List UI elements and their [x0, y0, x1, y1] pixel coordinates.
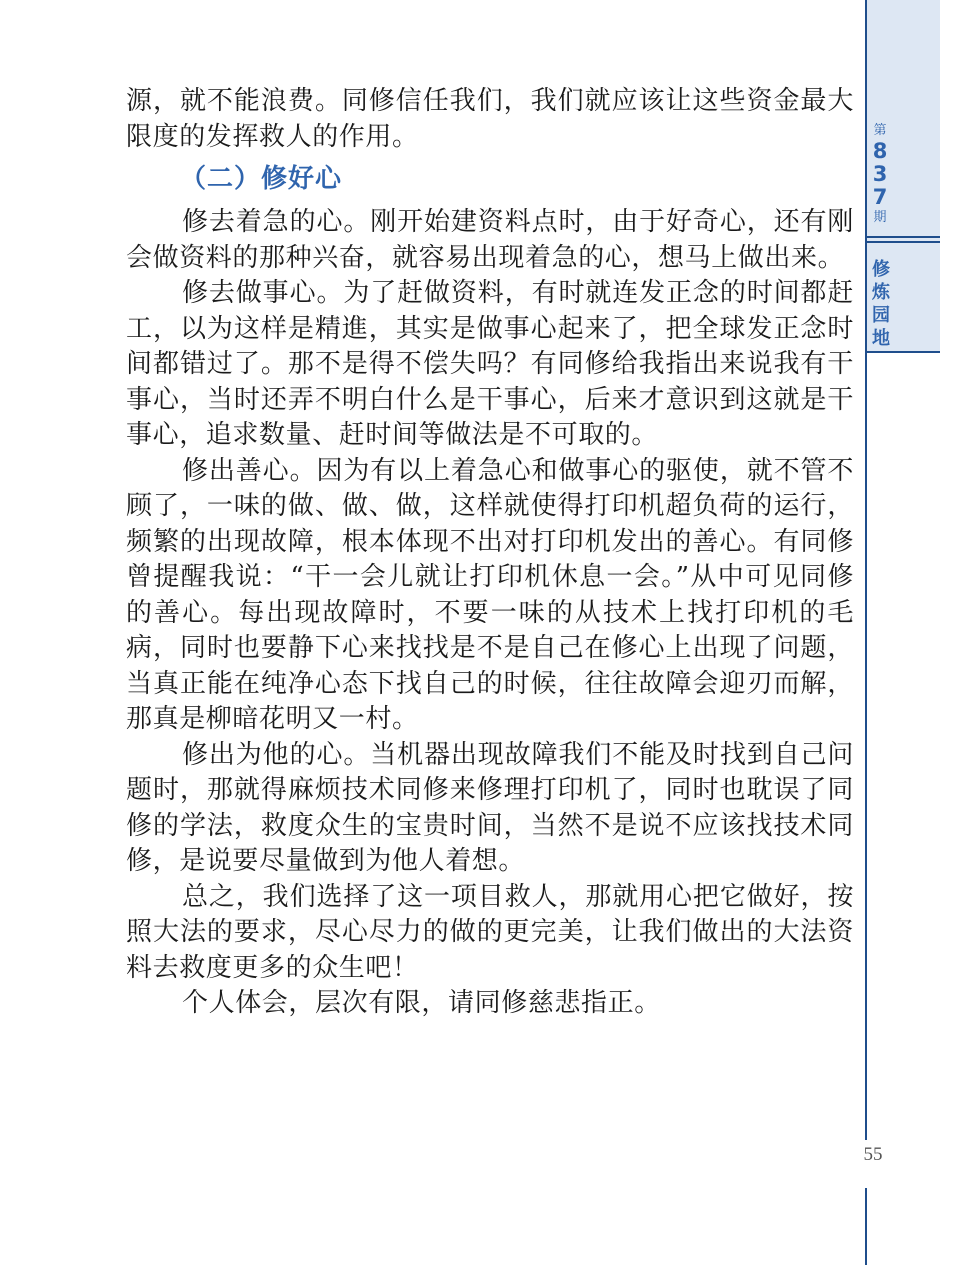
issue-digit: 8 — [872, 139, 888, 163]
sidebar-divider — [867, 236, 940, 238]
paragraph: 修去做事心。为了赶做资料，有时就连发正念的时间都赶工，以为这样是精進，其实是做事心起来了，把全球发正念时间都错过了。那不是得不偿失吗？有同修给我指出来说我有干事心，当时还弄不明白什么是干事心，后来才意识到这就是干事心，追求数量、赶时间等做法是不可取的。 — [126, 278, 854, 450]
paragraph: 修出为他的心。当机器出现故障我们不能及时找到自己问题时，那就得麻烦技术同修来修理打印机了，同时也耽误了同修的学法，救度众生的宝贵时间，当然不是说不应该找技术同修，是说要尽量做到为他人着想。 — [126, 739, 854, 876]
paragraph: 修出善心。因为有以上着急心和做事心的驱使，就不管不顾了，一味的做、做、做，这样就使得打印机超负荷的运行，频繁的出现故障，根本体现不出对打印机发出的善心。有同修曾提醒我说：“干一会儿就让打印机休息一会。”从中可见同修的善心。每出现故障时，不要一味的从技术上找打印机的毛病，同时也要静下心来找找是不是自己在修心上出现了问题，当真正能在纯净心态下找自己的时候，往往故障会迎刃而解，那真是柳暗花明又一村。 — [126, 455, 854, 734]
issue-digit: 7 — [872, 185, 888, 209]
sidebar-vertical-rule-lower — [865, 1188, 867, 1265]
paragraph: 总之，我们选择了这一项目救人，那就用心把它做好，按照大法的要求，尽心尽力的做的更完美，让我们做出的大法资料去救度更多的众生吧！ — [126, 881, 854, 983]
section-title-char: 修 — [872, 259, 890, 280]
issue-suffix: 期 — [873, 210, 887, 225]
sidebar-divider — [867, 241, 940, 243]
issue-number — [867, 122, 893, 227]
section-title-char: 园 — [872, 305, 890, 326]
section-subheading: （二）修好心 — [180, 164, 343, 194]
page-number: 55 — [863, 1144, 883, 1165]
paragraph: 修去着急的心。刚开始建资料点时，由于好奇心，还有刚会做资料的那种兴奋，就容易出现着急的心，想马上做出来。 — [126, 207, 854, 273]
section-title-char: 炼 — [872, 282, 890, 303]
issue-digit: 3 — [872, 162, 888, 186]
sidebar-divider — [867, 351, 940, 353]
paragraph-continued: 源，就不能浪费。同修信任我们，我们就应该让这些资金最大限度的发挥救人的作用。 — [126, 86, 854, 152]
article-body — [126, 84, 854, 1022]
section-title-vertical — [867, 258, 895, 350]
issue-prefix: 第 — [873, 123, 887, 138]
paragraph: 个人体会，层次有限，请同修慈悲指正。 — [182, 988, 661, 1018]
section-title-char: 地 — [872, 328, 890, 349]
